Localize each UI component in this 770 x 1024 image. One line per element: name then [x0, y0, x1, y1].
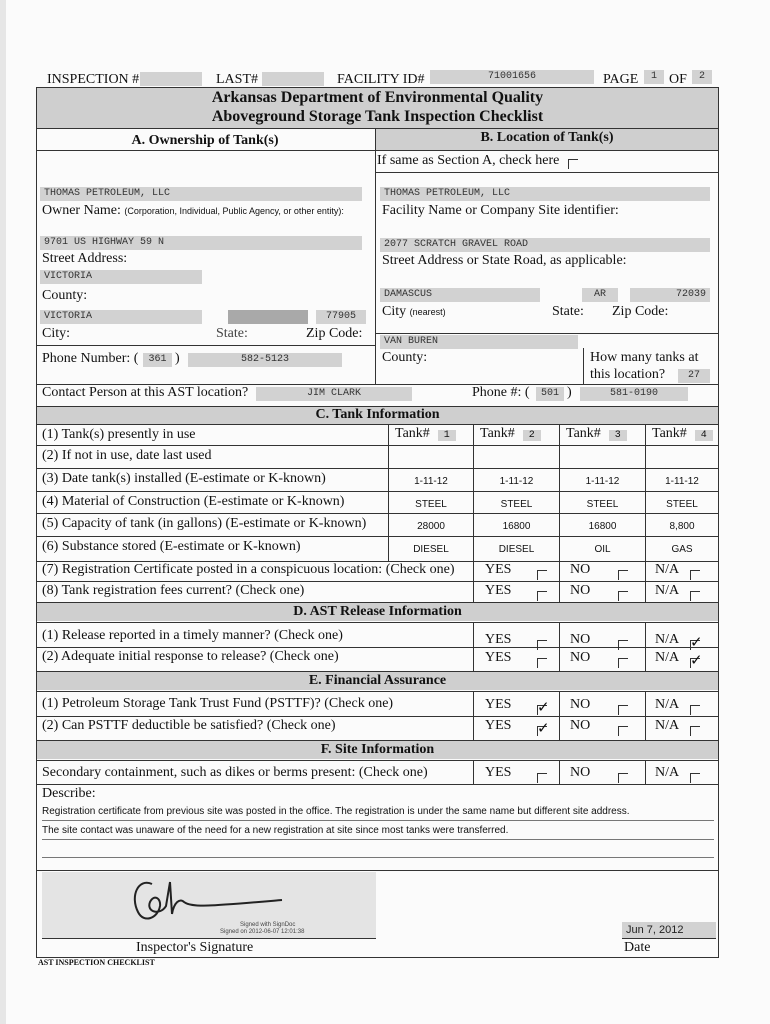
page-total-field[interactable]: 2 [692, 70, 712, 84]
site-state-label: State: [552, 304, 584, 319]
facility-name-field[interactable]: THOMAS PETROLEUM, LLC [380, 187, 710, 201]
scan-edge [0, 0, 6, 1024]
f1-yes-checkbox[interactable] [537, 769, 547, 787]
contact-phone-label: Phone #: ( [472, 385, 530, 400]
contact-phone-field[interactable]: 581-0190 [580, 387, 688, 401]
check-mark-icon: ✓ [690, 633, 703, 652]
c-row-4-tank-2[interactable]: STEEL [500, 499, 533, 510]
owner-state-label: State: [216, 326, 248, 341]
tank-header-3: Tank# 3 [566, 426, 627, 444]
section-a-heading: A. Ownership of Tank(s) [131, 133, 279, 148]
c7-na-checkbox[interactable] [690, 566, 700, 584]
c-row-3-tank-4[interactable]: 1-11-12 [665, 476, 699, 487]
owner-zip-field[interactable]: 77905 [316, 310, 366, 324]
c-row-4-tank-1[interactable]: STEEL [415, 499, 447, 510]
signed-with-text: Signed with SignDoc [240, 922, 296, 928]
c8-question: (8) Tank registration fees current? (Check one) [42, 583, 305, 598]
owner-phone-paren: ) [175, 351, 180, 366]
inspection-label: INSPECTION # [47, 72, 140, 87]
owner-state-field[interactable] [228, 310, 308, 324]
check-mark-icon: ✓ [537, 698, 550, 717]
inspection-number-field[interactable] [140, 72, 202, 86]
facility-name-label: Facility Name or Company Site identifier: [382, 203, 619, 218]
inspector-signature-label: Inspector's Signature [136, 940, 254, 955]
c-row-4-tank-3[interactable]: STEEL [586, 499, 619, 510]
site-street-field[interactable]: 2077 SCRATCH GRAVEL ROAD [380, 238, 710, 252]
c-row-3-tank-2[interactable]: 1-11-12 [499, 476, 534, 487]
c8-na-checkbox[interactable] [690, 587, 700, 605]
section-b-heading: B. Location of Tank(s) [480, 130, 614, 145]
c8-yes-label: YES [485, 583, 512, 598]
last-label: LAST# [216, 72, 258, 87]
owner-zip-label: Zip Code: [306, 326, 363, 341]
check-mark-icon: ✓ [690, 651, 703, 670]
e2-no-checkbox[interactable] [618, 722, 628, 740]
f1-no-checkbox[interactable] [618, 769, 628, 787]
same-as-a-label: If same as Section A, check here [377, 153, 560, 168]
d2-yes-checkbox[interactable] [537, 654, 547, 672]
c-row-5-tank-1[interactable]: 28000 [417, 521, 445, 532]
date-field[interactable]: Jun 7, 2012 [622, 922, 716, 938]
facility-id-field[interactable]: 71001656 [430, 70, 594, 84]
site-state-field[interactable]: AR [582, 288, 618, 302]
d2-na-label: N/A [655, 650, 680, 665]
c-row-6-tank-1[interactable]: DIESEL [413, 544, 449, 555]
owner-county-field[interactable]: VICTORIA [40, 270, 202, 284]
owner-name-label: Owner Name: (Corporation, Individual, Public Agency, or other entity): [42, 203, 344, 218]
e2-yes-label: YES [485, 718, 512, 733]
section-f-heading: F. Site Information [37, 741, 718, 759]
check-mark-icon: ✓ [537, 719, 550, 738]
tank-count-field[interactable]: 27 [678, 369, 710, 383]
owner-phone-label: Phone Number: ( [42, 351, 139, 366]
c8-no-label: NO [570, 583, 591, 598]
e1-no-label: NO [570, 697, 591, 712]
last-field[interactable] [262, 72, 324, 86]
c-row-5-tank-3[interactable]: 16800 [588, 521, 617, 532]
tank-header-2: Tank# 2 [480, 426, 541, 444]
e2-yes-checkbox[interactable] [537, 719, 550, 740]
c-row-4-label: (4) Material of Construction (E-estimate or K-known) [42, 494, 345, 509]
d1-yes-checkbox[interactable] [537, 636, 547, 654]
c8-no-checkbox[interactable] [618, 587, 628, 605]
contact-field[interactable]: JIM CLARK [256, 387, 412, 401]
describe-note-2: The site contact was unaware of the need for a new registration at site since most tanks were transferred. [42, 825, 509, 836]
d1-question: (1) Release reported in a timely manner? (Check one) [42, 628, 343, 643]
d1-no-checkbox[interactable] [618, 636, 628, 654]
tank-header-1: Tank# 1 [395, 426, 456, 444]
c-row-5-tank-4[interactable]: 8,800 [669, 521, 695, 532]
tank-count-question-1: How many tanks at [590, 350, 699, 365]
c-row-4-tank-4[interactable]: STEEL [666, 499, 698, 510]
e1-no-checkbox[interactable] [618, 701, 628, 719]
site-city-label: City (nearest) [382, 304, 446, 319]
site-city-field[interactable]: DAMASCUS [380, 288, 540, 302]
site-county-field[interactable]: VAN BUREN [380, 335, 578, 349]
signature-box[interactable] [42, 872, 376, 938]
e2-no-label: NO [570, 718, 591, 733]
d2-yes-label: YES [485, 650, 512, 665]
tank-header-4: Tank# 4 [652, 426, 713, 444]
c-row-3-tank-3[interactable]: 1-11-12 [585, 476, 620, 487]
d2-question: (2) Adequate initial response to release? (Check one) [42, 649, 339, 664]
title-line-1: Arkansas Department of Environmental Quality [211, 89, 544, 106]
form-title [37, 88, 718, 128]
owner-phone-field[interactable]: 582-5123 [188, 353, 342, 367]
contact-phone-area-field[interactable]: 501 [536, 387, 564, 401]
footer-label: AST INSPECTION CHECKLIST [38, 958, 155, 967]
c7-yes-checkbox[interactable] [537, 566, 547, 584]
owner-street-label: Street Address: [42, 251, 128, 266]
site-county-label: County: [382, 350, 428, 365]
describe-note-1: Registration certificate from previous site was posted in the office. The registration is under the same name but different site address. [42, 806, 630, 817]
tank-count-question-2: this location? [590, 367, 666, 382]
f1-question: Secondary containment, such as dikes or berms present: (Check one) [42, 765, 428, 780]
e2-question: (2) Can PSTTF deductible be satisfied? (Check one) [42, 718, 336, 733]
c-row-1-label: (1) Tank(s) presently in use [42, 427, 196, 442]
section-e-heading: E. Financial Assurance [37, 672, 718, 690]
e1-na-label: N/A [655, 697, 680, 712]
d1-na-label: N/A [655, 632, 680, 647]
section-d-heading: D. AST Release Information [37, 603, 718, 621]
d1-no-label: NO [570, 632, 591, 647]
e2-na-checkbox[interactable] [690, 722, 700, 740]
d2-no-checkbox[interactable] [618, 654, 628, 672]
e1-yes-checkbox[interactable] [537, 698, 550, 719]
title-line-2: Aboveground Storage Tank Inspection Checklist [211, 108, 544, 125]
d2-no-label: NO [570, 650, 591, 665]
site-zip-field[interactable]: 72039 [630, 288, 710, 302]
signature-image [42, 872, 376, 938]
contact-phone-paren: ) [567, 385, 572, 400]
owner-county-label: County: [42, 288, 88, 303]
f1-na-checkbox[interactable] [690, 769, 700, 787]
c-row-5-tank-2[interactable]: 16800 [502, 521, 531, 532]
c7-na-label: N/A [655, 562, 680, 577]
date-label: Date [624, 940, 651, 955]
of-label: OF [669, 72, 687, 87]
e1-na-checkbox[interactable] [690, 701, 700, 719]
c-row-6-tank-4[interactable]: GAS [671, 544, 693, 555]
describe-label: Describe: [42, 786, 96, 801]
c8-yes-checkbox[interactable] [537, 587, 547, 605]
owner-name-field[interactable]: THOMAS PETROLEUM, LLC [40, 187, 362, 201]
c7-yes-label: YES [485, 562, 512, 577]
c-row-6-tank-3[interactable]: OIL [594, 544, 611, 555]
c-row-2-label: (2) If not in use, date last used [42, 448, 212, 463]
e1-yes-label: YES [485, 697, 512, 712]
signed-on-text: Signed on 2012-06-07 12:01:38 [220, 929, 305, 935]
c7-question: (7) Registration Certificate posted in a conspicuous location: (Check one) [42, 562, 455, 577]
d2-na-checkbox[interactable] [690, 651, 703, 672]
f1-na-label: N/A [655, 765, 680, 780]
same-as-a-checkbox[interactable] [568, 155, 578, 173]
c-row-6-tank-2[interactable]: DIESEL [498, 544, 535, 555]
page-number-field[interactable]: 1 [644, 70, 664, 84]
e2-na-label: N/A [655, 718, 680, 733]
facility-id-label: FACILITY ID# [337, 72, 425, 87]
site-street-label: Street Address or State Road, as applicable: [382, 253, 627, 268]
page-label: PAGE [603, 72, 639, 87]
c8-na-label: N/A [655, 583, 680, 598]
c-row-5-label: (5) Capacity of tank (in gallons) (E-estimate or K-known) [42, 516, 367, 531]
d1-yes-label: YES [485, 632, 512, 647]
c-row-6-label: (6) Substance stored (E-estimate or K-known) [42, 539, 301, 554]
contact-label: Contact Person at this AST location? [42, 385, 249, 400]
owner-phone-area-field[interactable]: 361 [143, 353, 172, 367]
f1-no-label: NO [570, 765, 591, 780]
e1-question: (1) Petroleum Storage Tank Trust Fund (PSTTF)? (Check one) [42, 696, 394, 711]
c-row-3-tank-1[interactable]: 1-11-12 [414, 476, 448, 487]
site-zip-label: Zip Code: [612, 304, 669, 319]
owner-city-field[interactable]: VICTORIA [40, 310, 202, 324]
owner-street-field[interactable]: 9701 US HIGHWAY 59 N [40, 236, 362, 250]
section-c-heading: C. Tank Information [37, 406, 718, 424]
c7-no-checkbox[interactable] [618, 566, 628, 584]
owner-city-label: City: [42, 326, 71, 341]
c7-no-label: NO [570, 562, 591, 577]
c-row-3-label: (3) Date tank(s) installed (E-estimate or K-known) [42, 471, 326, 486]
f1-yes-label: YES [485, 765, 512, 780]
